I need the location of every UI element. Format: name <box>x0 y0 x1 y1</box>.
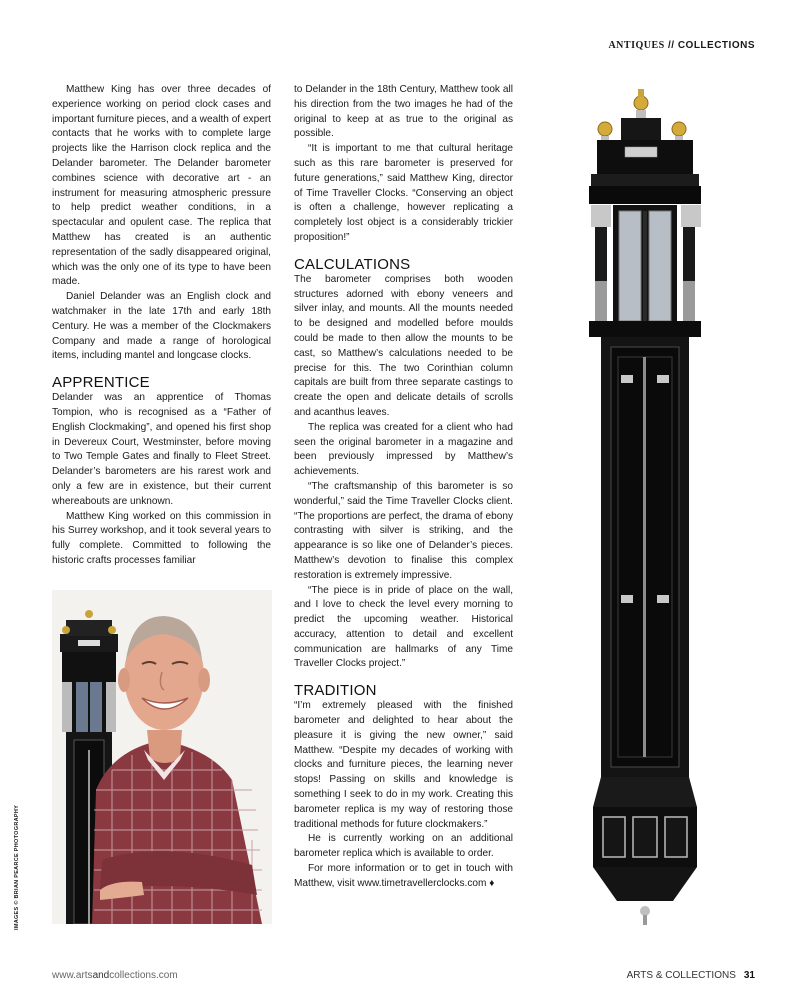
article-column-1 <box>52 83 271 569</box>
running-header <box>608 40 755 51</box>
footer-folio <box>627 970 755 981</box>
footer-website-bold: and <box>92 970 110 981</box>
paragraph: “I’m extremely pleased with the finished barometer and delighted to hear about the pleasure it is giving the new owner,” said Matthew. “Despite my decades of working with clocks and furniture pieces, the learning never stops! Passing on skills and knowledge is something I seek to do in my work. Creating this barometer replica is my way of restoring those traditional methods for future clockmakers.” <box>294 700 513 830</box>
barometer-photo <box>585 85 705 930</box>
paragraph: Matthew King has over three decades of experience working on period clock cases and important furniture pieces, and a wealth of expert contacts that he works with to complete large projects like the Harrison clock replica and the Delander barometer. The Delander barometer combines science with decorative art - an instrument for measuring atmospheric pressure to help predict weather conditions, in a spectacular and opulent case. The replica that Matthew has created is an authentic representation of the sadly disappeared original, which was the only one of its type to have been made. <box>52 84 271 288</box>
paragraph: Delander was an apprentice of Thomas Tompion, who is recognised as a “Father of English Clockmaking”, and opened his first shop in Devereux Court, Westminster, before moving to Two Temple Gates and finally to Fleet Street. Delander’s barometers are his rarest work and only a few are in existence, but their current whereabouts are unknown. <box>52 392 271 507</box>
paragraph: “The piece is in pride of place on the wall, and I love to check the level every morning to predict the upcoming weather. Historical accuracy, attention to detail and excellent communication are hallmarks of any Time Traveller Clocks project.” <box>294 584 513 670</box>
footer-website-suffix: collections.com <box>109 970 178 981</box>
closing-text: For more information or to get in touch with Matthew, visit www.timetravellerclocks.com <box>294 863 513 889</box>
image-credit: IMAGES © BRIAN PEARCE PHOTOGRAPHY <box>14 804 20 930</box>
header-section: ANTIQUES <box>608 40 665 51</box>
section-heading-calculations: CALCULATIONS <box>294 255 411 273</box>
section-heading-tradition: TRADITION <box>294 682 377 700</box>
header-separator: // <box>667 40 675 51</box>
paragraph: The replica was created for a client who had seen the original barometer in a magazine and been previously impressed by Matthew’s achievements. <box>294 421 513 478</box>
article-column-2 <box>294 83 513 892</box>
section-heading-apprentice: APPRENTICE <box>52 374 150 392</box>
paragraph: Daniel Delander was an English clock and watchmaker in the late 17th and early 18th Century. He was a member of the Clockmakers Company and made a range of horological items, including mantel and longcase clocks. <box>52 291 271 362</box>
paragraph: “The craftsmanship of this barometer is so wonderful,” said the Time Traveller Clocks client. “The proportions are perfect, the drama of ebony contrasting with silver is striking, and the appearance is so like one of Delander’s pieces. Matthew’s devotion to finalise this complex restoration is extremely impressive. <box>294 480 513 581</box>
paragraph: The barometer comprises both wooden structures adorned with ebony veneers and silver inlay, and mounts. All the mounts needed to be designed and modelled before moulds could be made to then allow the mounts to be cast, so Matthew’s calculations needed to be precise for this. The two Corinthian column capitals are built from three separate castings to create the open and delicate details of scrolls and acanthus leaves. <box>294 273 513 418</box>
paragraph <box>294 862 513 892</box>
portrait-illustration <box>52 590 272 924</box>
barometer-illustration <box>585 85 705 930</box>
end-mark: ♦ <box>489 877 495 889</box>
footer-magazine: ARTS & COLLECTIONS <box>626 970 736 981</box>
header-title: COLLECTIONS <box>677 40 755 51</box>
paragraph: to Delander in the 18th Century, Matthew took all his direction from the two images he had of the original to keep at as true to the original as possible. <box>294 84 513 140</box>
paragraph: “It is important to me that cultural heritage such as this rare barometer is preserved for future generations,” said Matthew King, director of Time Traveller Clocks. “Conserving an object is often a challenge, however replicating a completely lost object is a considerably trickier proposition!” <box>294 143 513 243</box>
footer-website-prefix: www.arts <box>52 970 93 981</box>
page-number: 31 <box>743 970 755 981</box>
footer-website <box>52 970 178 981</box>
portrait-photo <box>52 590 272 924</box>
paragraph: Matthew King worked on this commission in his Surrey workshop, and it took several years to fully complete. Committed to following the historic crafts processes familiar <box>52 510 271 566</box>
paragraph: He is currently working on an additional barometer replica which is available to order. <box>294 833 513 860</box>
